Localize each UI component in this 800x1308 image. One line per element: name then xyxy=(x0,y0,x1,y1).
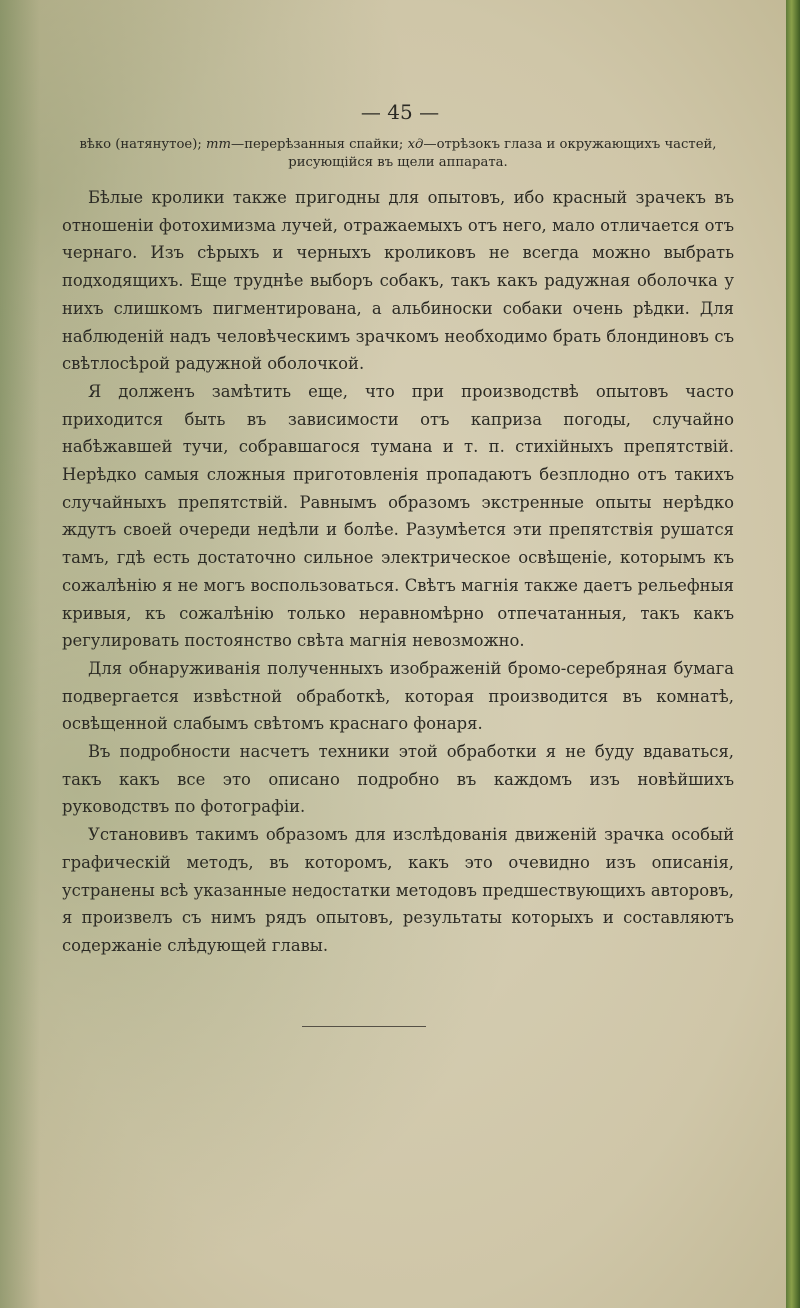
section-divider xyxy=(302,1026,426,1027)
page-number: — 45 — xyxy=(360,100,440,124)
paragraph: Установивъ такимъ образомъ для изслѣдованія движеній зрачка особый графическій методъ, въ которомъ, какъ это очевидно изъ описанія, устранены всѣ указанные недостатки методовъ предшествующихъ авторовъ, я произвелъ съ нимъ рядъ опытовъ, результаты которыхъ и составляютъ содержаніе слѣдующей главы. xyxy=(62,825,734,955)
paragraph: Я долженъ замѣтить еще, что при производствѣ опытовъ часто приходится быть въ зависимости отъ каприза погоды, случайно набѣжавшей тучи, собравшагося тумана и т. п. стихійныхъ препятствій. Нерѣдко самыя сложныя приготовленія пропадаютъ безплодно отъ такихъ случайныхъ препятствій. Равнымъ образомъ экстренные опыты нерѣдко ждутъ своей очереди недѣли и болѣе. Разумѣется эти препятствія рушатся тамъ, гдѣ есть достаточно сильное электрическое освѣщеніе, которымъ къ сожалѣнію я не могъ воспользоваться. Свѣтъ магнія также даетъ рельефныя кривыя, къ сожалѣнію только неравномѣрно отпечатанныя, такъ какъ регулировать постоянство свѣта магнія невозможно. xyxy=(62,381,734,651)
paragraph: Бѣлые кролики также пригодны для опытовъ, ибо красный зрачекъ въ отношеніи фотохимизма лучей, отражаемыхъ отъ него, мало отличается отъ чернаго. Изъ сѣрыхъ и черныхъ кроликовъ не всегда можно выбрать подходящихъ. Еще труднѣе выборъ собакъ, такъ какъ радужная оболочка у нихъ слишкомъ пигментирована, а альбиноски собаки очень рѣдки. Для наблюденій надъ человѣческимъ зрачкомъ необходимо брать блондиновъ съ свѣтлосѣрой радужной оболочкой. xyxy=(62,188,734,374)
caption-text-1: вѣко (натянутое); xyxy=(79,137,206,152)
caption-italic-2: хд xyxy=(407,137,424,152)
paragraph: Для обнаруживанія полученныхъ изображеній бромо-серебряная бумага подвергается извѣстной обработкѣ, которая производится въ комнатѣ, освѣщенной слабымъ свѣтомъ краснаго фонаря. xyxy=(62,658,734,734)
caption-text-3: —отрѣзокъ глаза и окружающихъ частей, рисующійся въ щели аппарата. xyxy=(288,137,717,170)
caption-text-2: —перерѣзанныя спайки; xyxy=(231,137,408,152)
body-text xyxy=(62,184,734,960)
caption-italic-1: тт xyxy=(206,137,232,152)
figure-caption xyxy=(62,136,734,172)
page-shadow-left xyxy=(0,0,40,1308)
page-edge-right xyxy=(786,0,800,1308)
paragraph: Въ подробности насчетъ техники этой обработки я не буду вдаваться, такъ какъ все это описано подробно въ каждомъ изъ новѣйшихъ руководствъ по фотографіи. xyxy=(62,742,734,817)
